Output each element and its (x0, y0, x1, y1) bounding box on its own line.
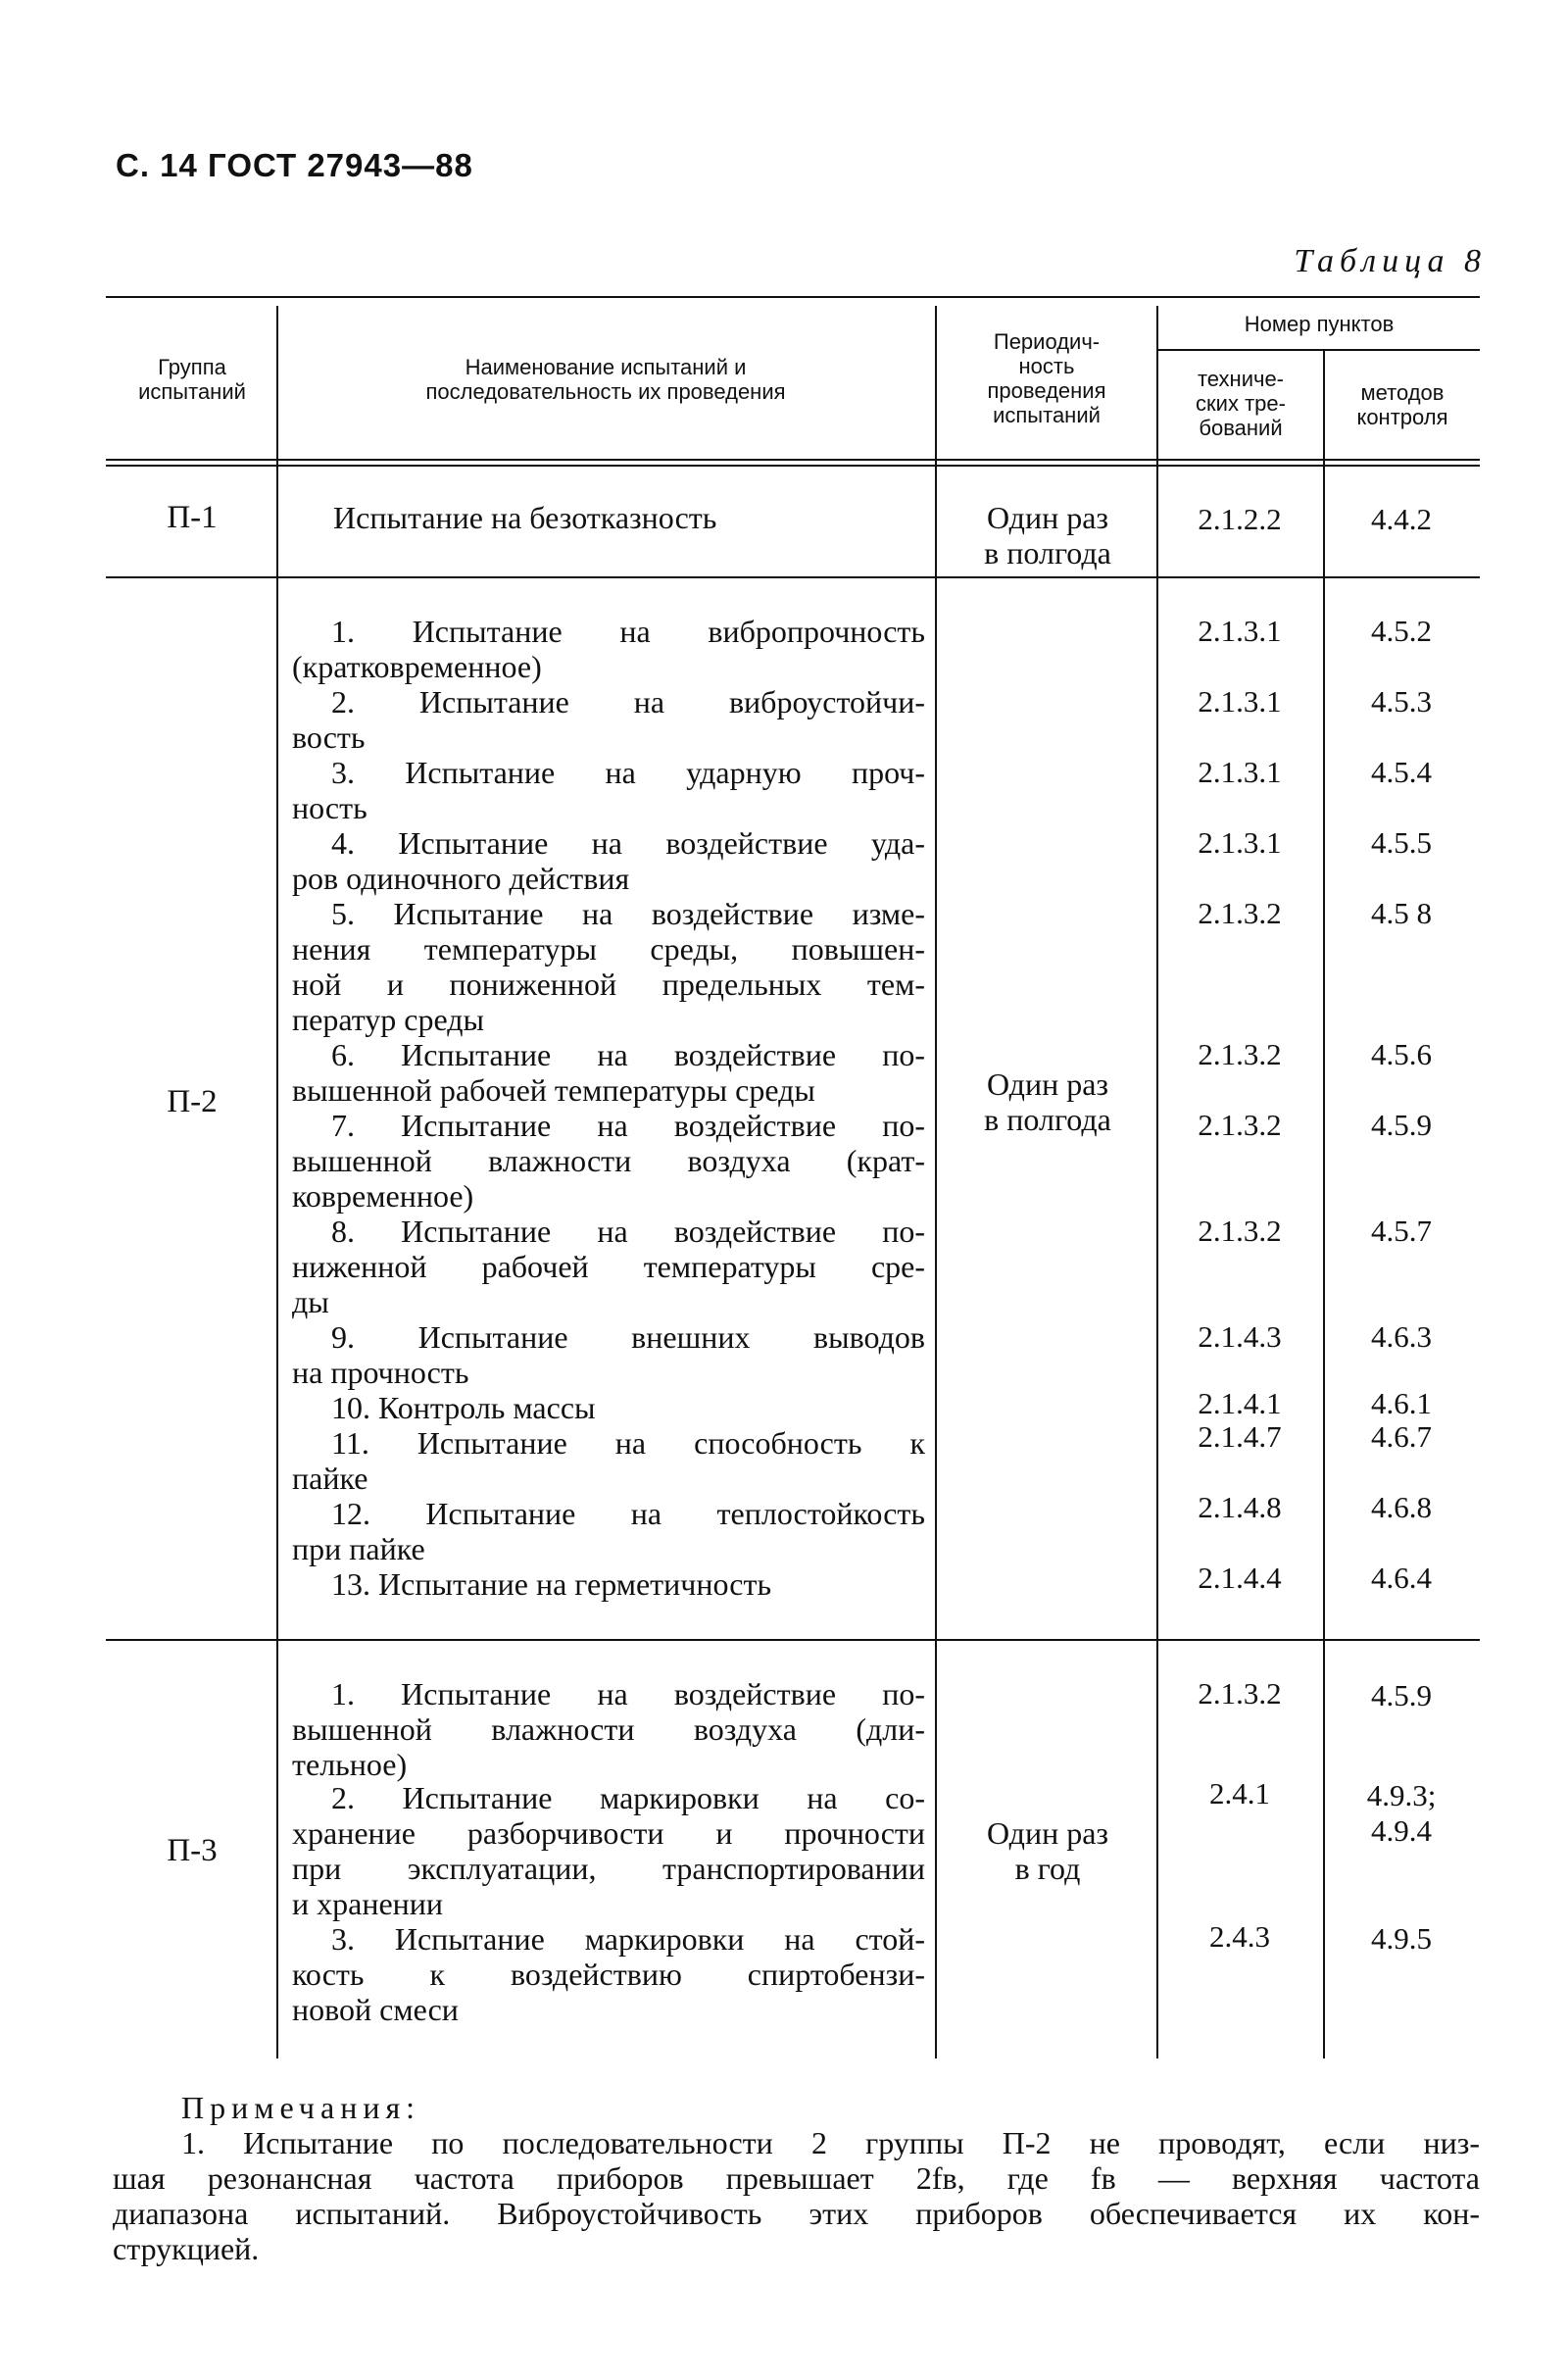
test-item: 10. Контроль массы (331, 1390, 596, 1425)
header-group: Группа испытаний (138, 355, 246, 404)
tech-point: 2.4.3 (1209, 1919, 1270, 1954)
notes-body (113, 2125, 1480, 2266)
tech-point: 2.1.3.2 (1198, 1037, 1282, 1071)
col-rule-2 (935, 306, 937, 2058)
method-point: 4.6.3 (1371, 1319, 1432, 1354)
notes-title: Примечания: (181, 2090, 421, 2125)
group-id: П-2 (167, 1084, 218, 1119)
test-item: 2. Испытание на виброустойчи- вость (292, 684, 925, 755)
header-bottom-rule-2 (106, 465, 1480, 467)
table-title: Таблица 8 (1294, 243, 1487, 279)
method-point: 4.5.9 (1371, 1678, 1432, 1712)
test-item: 6. Испытание на воздействие по- вышенной рабочей температуры среды (292, 1037, 925, 1108)
tech-point: 2.1.3.1 (1198, 755, 1282, 789)
header-tech: техниче- ских тре- бований (1196, 367, 1286, 440)
header-bottom-rule (106, 459, 1480, 461)
method-point: 4.4.2 (1371, 502, 1432, 536)
header-points: Номер пунктов (1244, 312, 1395, 336)
test-name: Испытание на безотказность (333, 500, 717, 535)
method-point: 4.5.5 (1371, 825, 1432, 860)
method-point: 4.5 8 (1371, 896, 1432, 930)
test-item: 11. Испытание на способность к пайке (292, 1425, 925, 1496)
tech-point: 2.1.3.1 (1198, 614, 1282, 648)
test-item: 1. Испытание на воздействие по- вышенной влажности воздуха (дли- тельное) (292, 1676, 925, 1782)
note-line: диапазона испытаний. Виброустойчивость этих приборов обеспечивается их кон- (113, 2196, 1480, 2231)
periodicity: Один раз в полгода (984, 1066, 1111, 1137)
tech-point: 2.1.3.1 (1198, 825, 1282, 860)
tech-point: 2.1.4.3 (1198, 1319, 1282, 1354)
test-item: 3. Испытание на ударную проч- ность (292, 755, 925, 825)
test-item: 1. Испытание на вибропрочность (кратковременное) (292, 614, 925, 684)
method-point: 4.6.8 (1371, 1490, 1432, 1524)
method-point: 4.9.5 (1371, 1921, 1432, 1956)
test-item: 3. Испытание маркировки на стой- кость к воздействию спиртобензи- новой смеси (292, 1921, 925, 2027)
group-id: П-1 (167, 500, 218, 535)
test-item: 8. Испытание на воздействие по- ниженной рабочей температуры сре- ды (292, 1214, 925, 1319)
method-point: 4.5.7 (1371, 1214, 1432, 1248)
page-header: С. 14 ГОСТ 27943—88 (116, 147, 473, 183)
test-item: 2. Испытание маркировки на со- хранение разборчивости и прочности при эксплуатации, транспортировании и хранении (292, 1780, 925, 1921)
method-point: 4.6.4 (1371, 1561, 1432, 1595)
note-line: шая резонансная частота приборов превышает 2fв, где fв — верхняя частота (113, 2160, 1480, 2196)
test-item: 7. Испытание на воздействие по- вышенной влажности воздуха (крат- ковременное) (292, 1108, 925, 1214)
tech-point: 2.1.3.2 (1198, 1214, 1282, 1248)
tech-point: 2.1.4.1 (1198, 1386, 1282, 1420)
tech-point: 2.1.3.2 (1198, 1108, 1282, 1142)
method-point: 4.5.4 (1371, 755, 1432, 789)
tech-point: 2.1.3.2 (1198, 896, 1282, 930)
header-periodicity: Периодич- ность проведения испытаний (987, 329, 1106, 427)
tech-point: 2.1.4.8 (1198, 1490, 1282, 1524)
test-item: 12. Испытание на теплостойкость при пайке (292, 1496, 925, 1566)
method-point: 4.5.9 (1371, 1108, 1432, 1142)
tech-point: 2.1.2.2 (1198, 502, 1282, 536)
method-point: 4.9.3; 4.9.4 (1366, 1778, 1437, 1848)
group-separator-1 (106, 576, 1480, 578)
table-top-rule (106, 296, 1480, 298)
header-sub-rule (1156, 349, 1480, 351)
method-point: 4.5.6 (1371, 1037, 1432, 1071)
test-item: 9. Испытание внешних выводов на прочность (292, 1319, 925, 1390)
tech-point: 2.1.3.1 (1198, 684, 1282, 719)
tech-point: 2.1.4.7 (1198, 1419, 1282, 1454)
periodicity: Один раз в год (986, 1815, 1109, 1886)
header-methods: методов контроля (1356, 380, 1448, 429)
method-point: 4.6.7 (1371, 1419, 1432, 1454)
test-item: 4. Испытание на воздействие уда- ров одиночного действия (292, 825, 925, 896)
tech-point: 2.1.4.4 (1198, 1561, 1282, 1595)
tech-point: 2.1.3.2 (1198, 1676, 1282, 1711)
periodicity: Один раз в полгода (984, 500, 1111, 570)
method-point: 4.5.2 (1371, 614, 1432, 648)
group-separator-2 (106, 1639, 1480, 1641)
col-rule-1 (276, 306, 278, 2058)
method-point: 4.6.1 (1371, 1386, 1432, 1420)
test-item: 5. Испытание на воздействие изме- нения температуры среды, повышен- ной и пониженной предельных тем- ператур среды (292, 896, 925, 1037)
note-line: 1. Испытание по последовательности 2 группы П-2 не проводят, если низ- (181, 2125, 1480, 2160)
group-id: П-3 (167, 1833, 218, 1868)
note-line: струкцией. (113, 2231, 260, 2266)
method-point: 4.5.3 (1371, 684, 1432, 719)
tech-point: 2.4.1 (1209, 1776, 1270, 1810)
test-item: 13. Испытание на герметичность (331, 1566, 772, 1602)
header-name: Наименование испытаний и последовательность их проведения (425, 355, 786, 404)
